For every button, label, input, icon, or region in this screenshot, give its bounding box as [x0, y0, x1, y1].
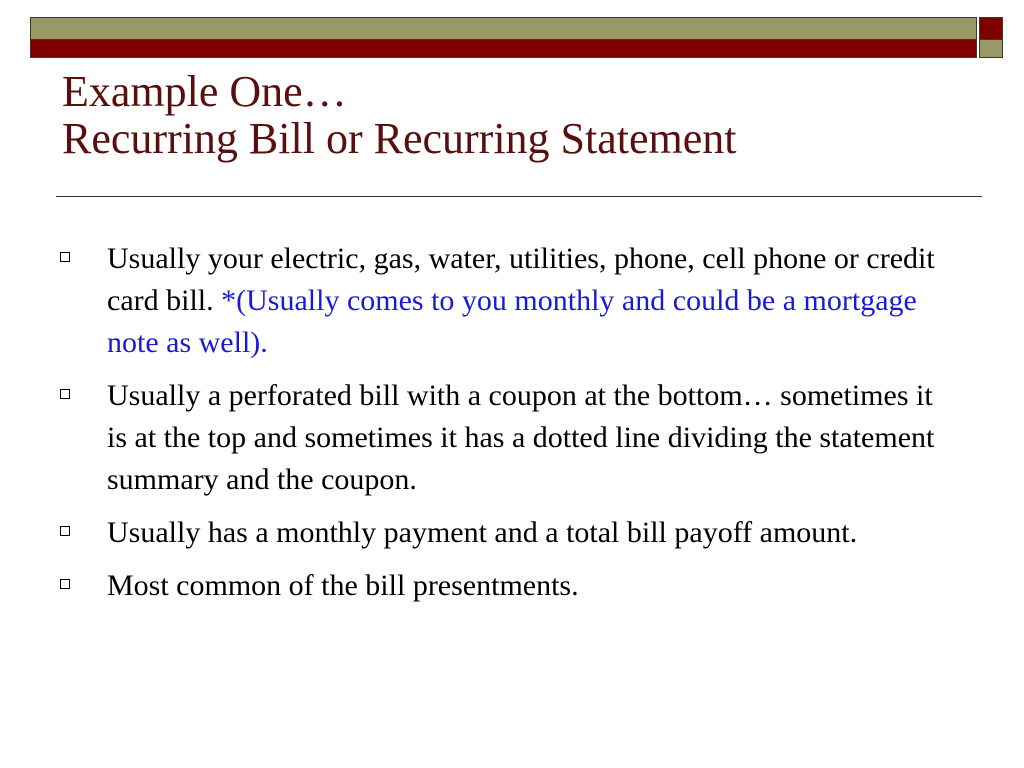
bullet-item [60, 565, 960, 607]
corner-block-olive [979, 39, 1003, 58]
title-divider [56, 196, 982, 197]
bullet-text: Usually a perforated bill with a coupon at the bottom… sometimes it is at the top and sometimes it has a dotted line dividing the statement summary and the coupon. [107, 379, 935, 496]
hollow-square-bullet-icon [60, 526, 70, 536]
bullet-text: Usually your electric, gas, water, utilities, phone, cell phone or credit card bill. [107, 242, 935, 317]
hollow-square-bullet-icon [60, 389, 70, 399]
bullet-item [60, 238, 960, 364]
corner-block-maroon [979, 17, 1003, 39]
hollow-square-bullet-icon [60, 252, 70, 262]
bullet-text: Most common of the bill presentments. [107, 569, 579, 602]
bullet-list [60, 238, 960, 618]
header-band-olive [30, 17, 977, 39]
hollow-square-bullet-icon [60, 579, 70, 589]
bullet-item [60, 512, 960, 554]
title-line-1: Example One… [62, 67, 347, 116]
bullet-item [60, 375, 960, 501]
bullet-highlight-text: *(Usually comes to you monthly and could be a mortgage note as well). [107, 284, 917, 359]
bullet-text: Usually has a monthly payment and a total bill payoff amount. [107, 516, 858, 549]
title-line-2: Recurring Bill or Recurring Statement [62, 114, 737, 163]
slide-title [62, 68, 982, 162]
header-band-maroon [30, 39, 977, 58]
